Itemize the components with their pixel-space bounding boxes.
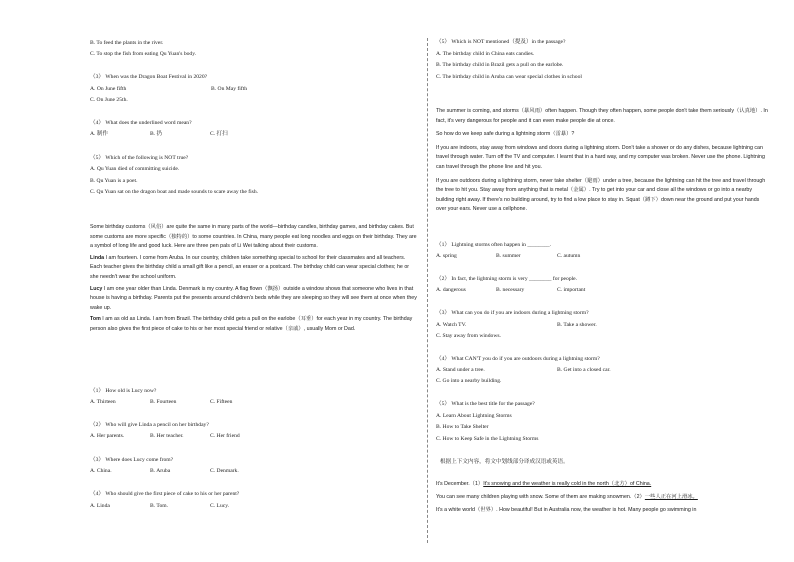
question-3-stem: （3） When was the Dragon Boat Festival in 2020?	[90, 74, 208, 80]
bq4-stem: （4） Who should give the first piece of cake to his or her parent?	[90, 491, 240, 497]
bq5-option-a: A. The birthday child in China eats candies.	[436, 51, 535, 57]
line-1-prefix: It's December.（1）	[436, 481, 484, 487]
storm-paragraph-3: If you are indoors, stay away from windows and doors during a lightning storm. Don't take a shower or do any dishes, because lightning can travel through water. Turn off the TV and computer. I learnt that in a hard way, and my computer was broken. Never use the phone. Lightning can travel through the phone line and hit you.	[436, 144, 765, 170]
storm-paragraph-1: The summer is coming, and storms（暴风雨）often happen. Though they often happen, some people don't take them seriously（认真地）. In fact, it's very dangerous for people and it can even make people die at once.	[436, 108, 768, 124]
bq1-option-b: B. Fourteen	[150, 399, 177, 405]
option-b: B. To feed the plants in the river.	[90, 40, 164, 46]
sq2-option-b: B. necessary	[496, 287, 525, 293]
linda-text: I am fourteen. I come from Aruba. In our country, children take something special to school for their classmates and all teachers. Each teacher gives the birthday child a small gift like a pencil, an eraser or a postcard. The birthday child can wear special clothes; he or she needn't wear the school uniform.	[90, 254, 410, 280]
sq4-option-b: B. Get into a closed car.	[557, 367, 611, 373]
column-divider	[427, 38, 428, 543]
bq4-option-b: B. Tom.	[150, 503, 168, 509]
sq3-option-a: A. Watch TV.	[436, 322, 467, 328]
translation-line-3: It's a white world（世界）. How beautiful! But in Australia now, the weather is hot. Many people go swimming in	[436, 507, 697, 513]
sq1-option-c: C. autumn	[557, 253, 581, 259]
bq3-stem: （3） Where does Lucy come from?	[90, 457, 174, 463]
sq1-option-a: A. spring	[436, 253, 457, 259]
question-3-option-a: A. On June fifth	[90, 86, 127, 92]
sq3-stem: （3） What can you do if you are indoors during a lightning storm?	[436, 310, 589, 316]
bq2-option-a: A. Her parents.	[90, 433, 125, 439]
storm-paragraph-4: If you are outdoors during a lightning storm, never take shelter（避雨）under a tree, because the lightning can hit the tree and travel through the tree to hit you. Stay away from anything that is metal（金属）. Try to get into your car and close all the windows or go into a nearby building right away. If there's no building around, try to find a low place to stay in. Squat（蹲下）down near the ground and put your hands over your ears. Never use a cellphone.	[436, 177, 766, 213]
question-4-option-a: A. 制作	[90, 131, 109, 137]
sq5-option-a: A. Learn About Lightning Storms	[436, 413, 512, 419]
bq3-option-a: A. China.	[90, 468, 112, 474]
sq2-stem: （2） In fact, the lightning storm is very ________ for people.	[436, 276, 578, 282]
bq2-stem: （2） Who will give Linda a pencil on her birthday?	[90, 422, 209, 428]
bq3-option-c: C. Denmark.	[210, 468, 239, 474]
question-3-option-c: C. On June 25th.	[90, 97, 128, 103]
option-c: C. To stop the fish from eating Qu Yuan's body.	[90, 51, 197, 57]
sq4-stem: （4） What CAN'T you do if you are outdoors during a lightning storm?	[436, 356, 600, 362]
question-4-option-b: B. 扔	[150, 131, 163, 137]
question-5-option-a: A. Qu Yuan died of committing suicide.	[90, 166, 180, 172]
sq4-option-a: A. Stand under a tree.	[436, 367, 485, 373]
linda-paragraph	[90, 254, 418, 283]
bq1-option-a: A. Thirteen	[90, 399, 116, 405]
bq2-option-b: B. Her teacher.	[150, 433, 184, 439]
translation-instruction: 根据上下文内容，将文中划线部分译成汉语或英语。	[440, 459, 569, 465]
bq2-option-c: C. Her friend	[210, 433, 240, 439]
line-2-prefix: You can see many children playing with snow. Some of them are making snowmen.（2）	[436, 494, 645, 500]
translation-line-1	[436, 481, 651, 488]
sq5-option-b: B. How to Take Shelter	[436, 424, 489, 430]
sq3-option-c: C. Stay away from windows.	[436, 333, 501, 339]
storm-paragraph-2: So how do we keep safe during a lightning storm（雷暴）?	[436, 131, 575, 138]
bq3-option-b: B. Aruba	[150, 468, 171, 474]
bq5-stem: （5） Which is NOT mentioned（提及）in the passage?	[436, 39, 566, 45]
sq4-option-c: C. Go into a nearby building.	[436, 378, 502, 384]
question-4-stem: （4） What does the underlined word mean?	[90, 120, 192, 126]
sq3-option-b: B. Take a shower.	[557, 322, 597, 328]
right-column	[436, 0, 770, 562]
bq1-stem: （1） How old is Lucy now?	[90, 388, 157, 394]
bq5-option-c: C. The birthday child in Aruba can wear special clothes in school	[436, 74, 582, 80]
tom-paragraph	[90, 315, 418, 334]
passage-intro: Some birthday customs（风俗）are quite the same in many parts of the world—birthday candles, birthday games, and birthday cakes. But some customs are more specific（独特的）to some countries. In China, many people eat long noodles and eggs on their birthday. They are a symbol of long life and good luck. Here are three pen pals of Li Wei talking about their customs.	[90, 224, 417, 250]
translation-line-2	[436, 494, 698, 501]
lucy-text: I am one year older than Linda. Denmark is my country. A flag flown（飘扬）outside a window shows that someone who lives in that house is having a birthday. Parents put the presents around children's beds while they are sleeping so they will see them at once when they wake up.	[90, 285, 417, 311]
sq5-option-c: C. How to Keep Safe in the Lightning Storms	[436, 436, 539, 442]
linda-name: Linda	[90, 254, 105, 261]
underlined-sentence-2: 一些人正在河上滑冰。	[644, 494, 698, 500]
question-5-option-c: C. Qu Yuan sat on the dragon boat and made sounds to scare away the fish.	[90, 189, 259, 195]
sq2-option-a: A. dangerous	[436, 287, 466, 293]
lucy-name: Lucy	[90, 285, 103, 292]
storm-passage	[436, 107, 770, 215]
birthday-passage	[90, 223, 418, 335]
sq1-option-b: B. summer	[496, 253, 521, 259]
tom-text: I am as old as Linda. I am from Brazil. The birthday child gets a pull on the earlobe（耳垂）for each year in my country. The birthday person also gives the first piece of cake to his or her most special friend or relative（亲戚）, usually Mom or Dad.	[90, 316, 413, 332]
question-4-option-c: C. 打扫	[210, 131, 228, 137]
lucy-paragraph	[90, 285, 418, 314]
bq4-option-a: A. Linda	[90, 503, 110, 509]
left-column	[90, 0, 418, 562]
bq4-option-c: C. Lucy.	[210, 503, 230, 509]
question-5-stem: （5） Which of the following is NOT true?	[90, 155, 189, 161]
sq5-stem: （5） What is the best title for the passage?	[436, 401, 535, 407]
sq1-stem: （1） Lightning storms often happen in ________.	[436, 242, 552, 248]
underlined-sentence-1: It's snowing and the weather is really cold in the north（北方）of China.	[483, 481, 652, 487]
bq5-option-b: B. The birthday child in Brazil gets a pull on the earlobe.	[436, 62, 564, 68]
tom-name: Tom	[90, 316, 101, 323]
sq2-option-c: C. important	[557, 287, 586, 293]
question-5-option-b: B. Qu Yuan is a poet.	[90, 178, 138, 184]
question-3-option-b: B. On May fifth	[211, 86, 248, 92]
bq1-option-c: C. Fifteen	[210, 399, 233, 405]
